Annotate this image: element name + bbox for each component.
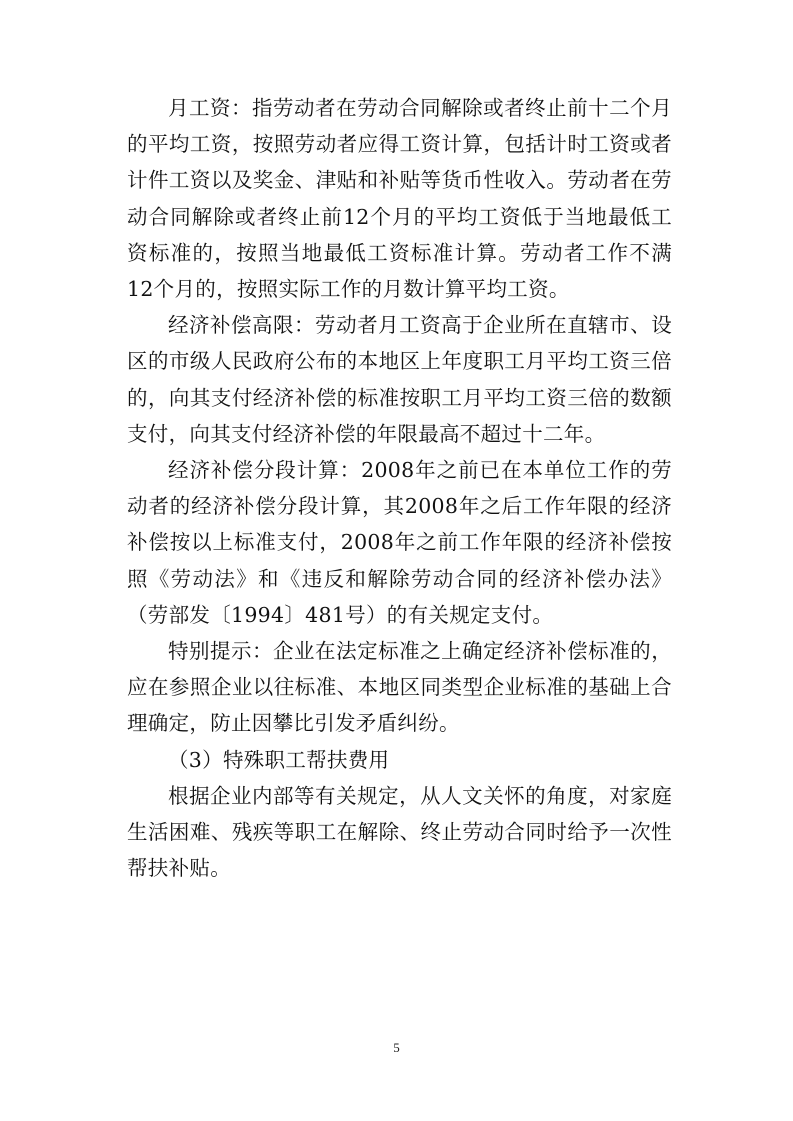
section-heading: （3）特殊职工帮扶费用 xyxy=(168,747,390,772)
document-body xyxy=(127,90,672,886)
paragraph-compensation-cap: 经济补偿高限：劳动者月工资高于企业所在直辖市、设区的市级人民政府公布的本地区上年度职工月平均工资三倍的，向其支付经济补偿的标准按职工月平均工资三倍的数额支付，向其支付经济补偿的年限最高不超过十二年。 xyxy=(127,313,672,446)
paragraph-assistance-subsidy: 根据企业内部等有关规定，从人文关怀的角度，对家庭生活困难、残疾等职工在解除、终止劳动合同时给予一次性帮扶补贴。 xyxy=(127,783,672,881)
paragraph-monthly-wage: 月工资：指劳动者在劳动合同解除或者终止前十二个月的平均工资，按照劳动者应得工资计算，包括计时工资或者计件工资以及奖金、津贴和补贴等货币性收入。劳动者在劳动合同解除或者终止前12个月的平均工资低于当地最低工资标准的，按照当地最低工资标准计算。劳动者工作不满12个月的，按照实际工作的月数计算平均工资。 xyxy=(127,96,672,302)
paragraph-segmented-calculation: 经济补偿分段计算：2008年之前已在本单位工作的劳动者的经济补偿分段计算，其2008年之后工作年限的经济补偿按以上标准支付，2008年之前工作年限的经济补偿按照《劳动法》和《违反和解除劳动合同的经济补偿办法》（劳部发〔1994〕481号）的有关规定支付。 xyxy=(127,458,672,627)
page-number: 5 xyxy=(393,1040,400,1055)
paragraph-special-note: 特别提示：企业在法定标准之上确定经济补偿标准的，应在参照企业以往标准、本地区同类型企业标准的基础上合理确定，防止因攀比引发矛盾纠纷。 xyxy=(127,639,672,736)
